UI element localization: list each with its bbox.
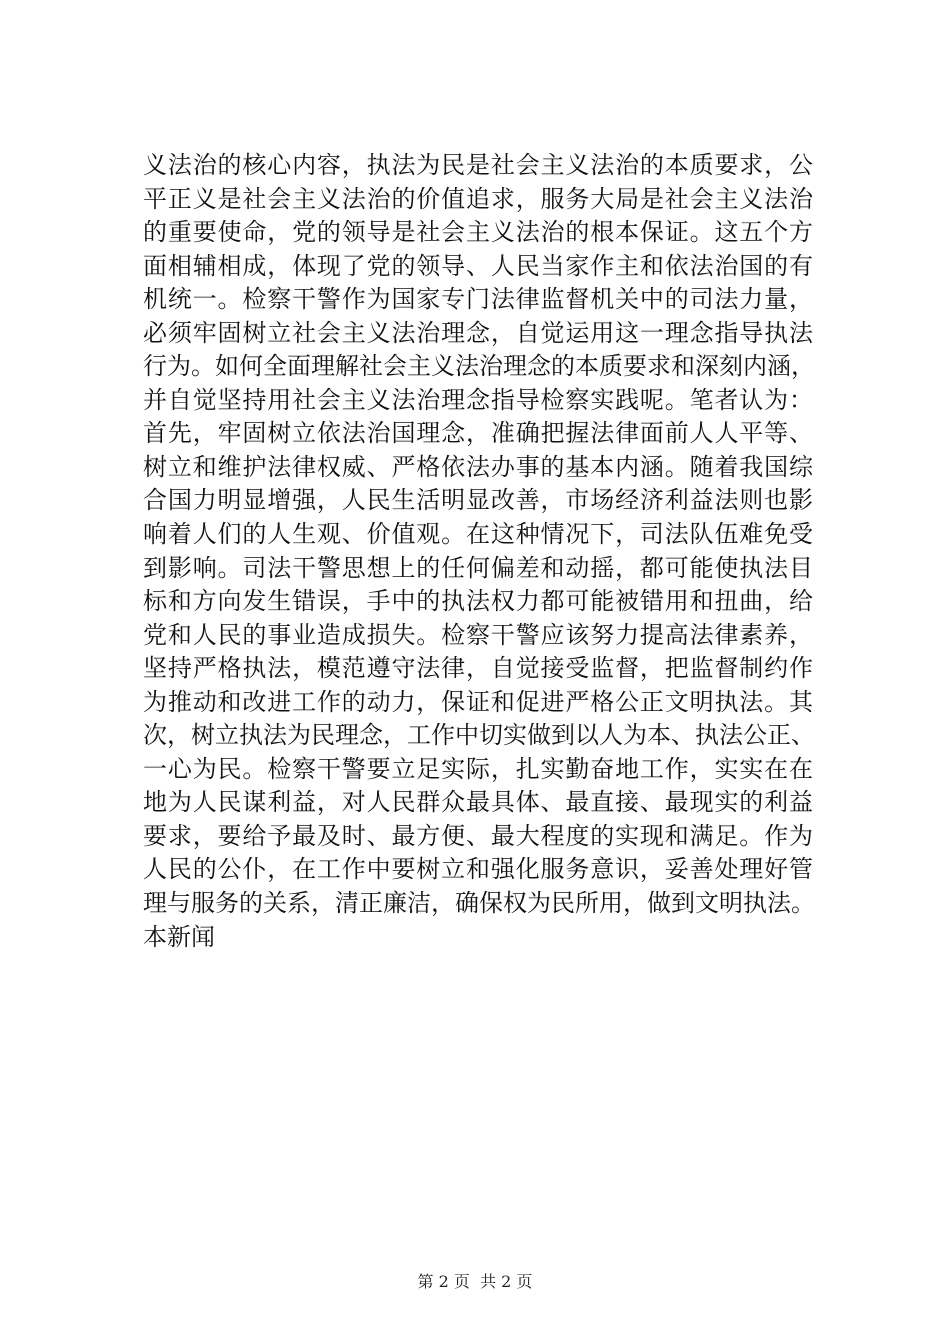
text-line: 坚持严格执法，模范遵守法律，自觉接受监督，把监督制约作 — [143, 654, 813, 683]
text-line: 必须牢固树立社会主义法治理念，自觉运用这一理念指导执法 — [143, 318, 813, 347]
text-line: 合国力明显增强，人民生活明显改善，市场经济利益法则也影 — [143, 486, 813, 515]
text-line: 一心为民。检察干警要立足实际，扎实勤奋地工作，实实在在 — [143, 754, 813, 783]
text-line: 本新闻 — [143, 922, 215, 951]
text-line: 为推动和改进工作的动力，保证和促进严格公正文明执法。其 — [143, 687, 813, 716]
text-line: 的重要使命，党的领导是社会主义法治的根本保证。这五个方 — [143, 218, 813, 247]
text-line: 次，树立执法为民理念，工作中切实做到以人为本、执法公正、 — [143, 721, 815, 750]
text-line: 地为人民谋利益，对人民群众最具体、最直接、最现实的利益 — [143, 788, 813, 817]
text-line: 义法治的核心内容，执法为民是社会主义法治的本质要求，公 — [143, 151, 813, 179]
text-line: 行为。如何全面理解社会主义法治理念的本质要求和深刻内涵， — [143, 352, 815, 381]
text-line: 平正义是社会主义法治的价值追求，服务大局是社会主义法治 — [143, 184, 813, 213]
text-line: 党和人民的事业造成损失。检察干警应该努力提高法律素养， — [143, 620, 813, 649]
body-text — [143, 149, 813, 954]
text-line: 要求，要给予最及时、最方便、最大程度的实现和满足。作为 — [143, 821, 813, 850]
text-line: 标和方向发生错误，手中的执法权力都可能被错用和扭曲，给 — [143, 587, 813, 616]
page-number-label: 第 2 页 共 2 页 — [417, 1272, 533, 1291]
text-line: 树立和维护法律权威、严格依法办事的基本内涵。随着我国综 — [143, 452, 813, 481]
text-line: 机统一。检察干警作为国家专门法律监督机关中的司法力量， — [143, 285, 813, 314]
text-line: 到影响。司法干警思想上的任何偏差和动摇，都可能使执法目 — [143, 553, 813, 582]
text-line: 面相辅相成，体现了党的领导、人民当家作主和依法治国的有 — [143, 251, 813, 280]
text-line: 并自觉坚持用社会主义法治理念指导检察实践呢。笔者认为： — [143, 385, 813, 414]
text-line: 理与服务的关系，清正廉洁，确保权为民所用，做到文明执法。 — [143, 889, 815, 918]
text-line: 人民的公仆，在工作中要树立和强化服务意识，妥善处理好管 — [143, 855, 813, 884]
text-line: 响着人们的人生观、价值观。在这种情况下，司法队伍难免受 — [143, 520, 813, 549]
text-line: 首先，牢固树立依法治国理念，准确把握法律面前人人平等、 — [143, 419, 813, 448]
page-footer — [0, 1271, 950, 1293]
